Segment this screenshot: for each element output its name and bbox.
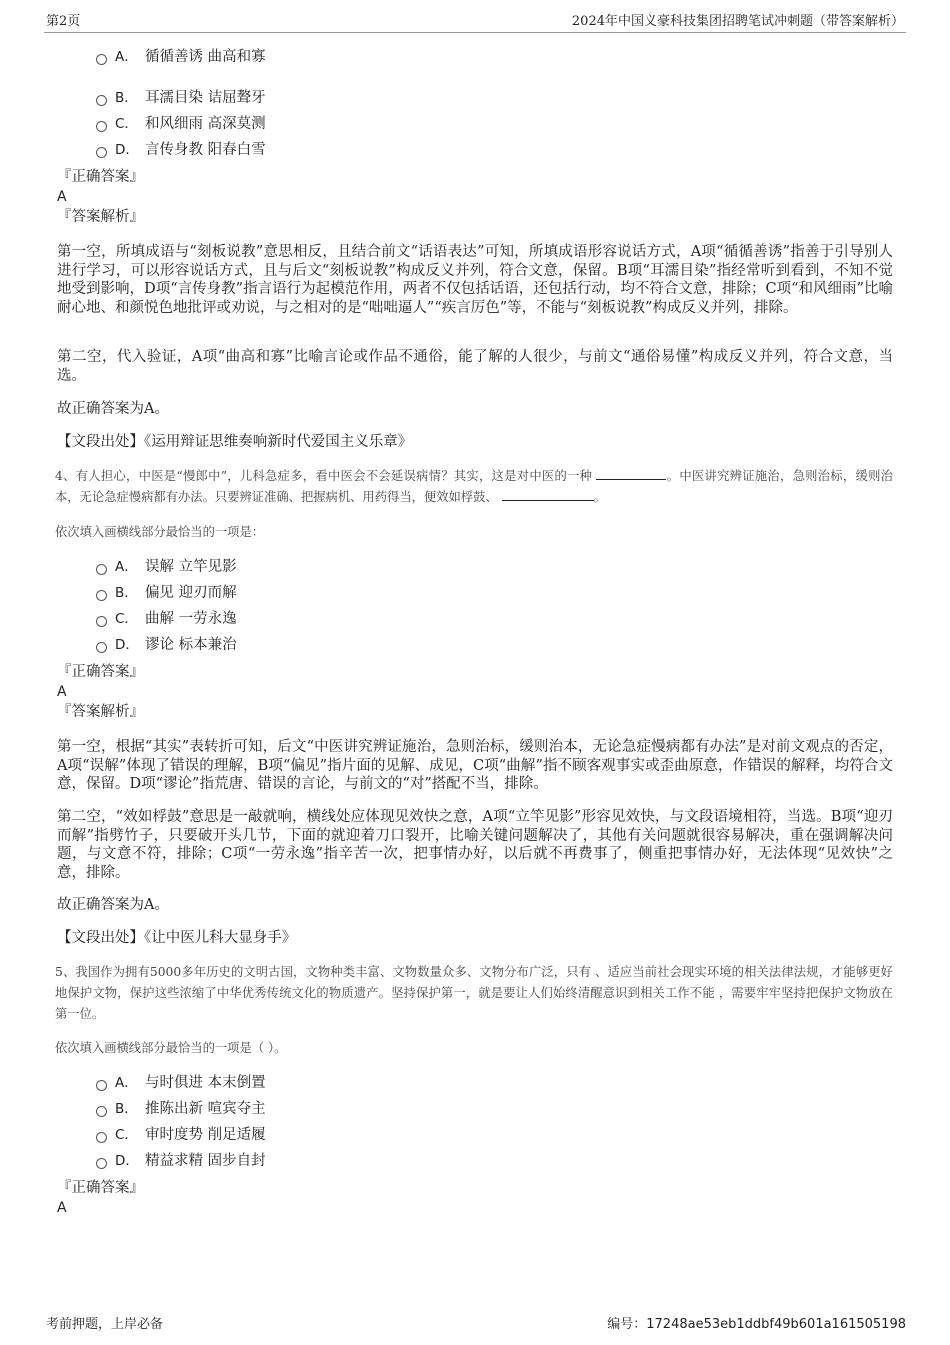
- correct-answer-value: A: [57, 684, 67, 700]
- answer-blank: [596, 467, 666, 480]
- q5-option-d[interactable]: D． 精益求精 固步自封: [96, 1150, 266, 1172]
- q4-option-a[interactable]: A． 误解 立竿见影: [96, 556, 237, 578]
- q4-option-d[interactable]: D． 谬论 标本兼治: [96, 634, 237, 656]
- radio-icon[interactable]: [96, 95, 107, 106]
- q4-conclusion: 故正确答案为A。: [57, 897, 169, 913]
- answer-blank: [502, 488, 594, 501]
- footer-slogan: 考前押题，上岸必备: [46, 1317, 164, 1332]
- page-number: 第2页: [46, 14, 81, 29]
- radio-icon[interactable]: [96, 1106, 107, 1117]
- correct-answer-label: 『正确答案』: [57, 664, 144, 680]
- analysis-label: 『答案解析』: [57, 209, 144, 225]
- radio-icon[interactable]: [96, 54, 107, 65]
- radio-icon[interactable]: [96, 642, 107, 653]
- q5-option-b[interactable]: B． 推陈出新 喧宾夺主: [96, 1098, 266, 1120]
- radio-icon[interactable]: [96, 616, 107, 627]
- q4-analysis-paragraph-1: 第一空，根据“其实”表转折可知，后文“中医讲究辨证施治，急则治标，缓则治本，无论急症慢病都有办法”是对前文观点的否定，A项“误解”体现了错误的理解，B项“偏见”指片面的见解、成见，C项“曲解”指不顾客观事实或歪曲原意，作错误的解释，均符合文意，保留。D项“谬论”指荒唐、错误的言论，与前文的“对”搭配不当，排除。: [57, 739, 893, 792]
- q5-option-a[interactable]: A． 与时俱进 本末倒置: [96, 1072, 266, 1094]
- radio-icon[interactable]: [96, 564, 107, 575]
- q4-analysis-paragraph-2: 第二空，“效如桴鼓”意思是一敲就响，横线处应体现见效快之意，A项“立竿见影”形容见效快，与文段语境相符，当选。B项“迎刃而解”指劈竹子，只要破开头几节，下面的就迎着刀口裂开，比喻关键问题解决了，其他有关问题就很容易解决，重在强调解决问题，与文意不符，排除；C项“一劳永逸”指辛苦一次，把事情办好，以后就不再费事了，侧重把事情办好，无法体现“见效快”之意，排除。: [57, 809, 893, 881]
- q5-stem: 5、我国作为拥有5000多年历史的文明古国，文物种类丰富、文物数量众多、文物分布广泛，只有 、适应当前社会现实环境的相关法律法规，才能够更好地保护文物，保护这些浓缩了中华优秀传统文化的物质遗产。坚持保护第一，就是要让人们始终清醒意识到相关工作不能 ，需要牢牢坚持把保护文物放在第一位。: [55, 965, 893, 1021]
- document-code: 编号：17248ae53eb1ddbf49b601a161505198: [607, 1317, 906, 1332]
- q5-prompt: 依次填入画横线部分最恰当的一项是（ ）。: [55, 1041, 287, 1055]
- q3-analysis-paragraph-1: 第一空，所填成语与“刻板说教”意思相反，且结合前文“话语表达”可知，所填成语形容说话方式，A项“循循善诱”指善于引导别人进行学习，可以形容说话方式，且与后文“刻板说教”构成反义并列，符合文意，保留。B项“耳濡目染”指经常听到看到，不知不觉地受到影响，D项“言传身教”指言语行为起模范作用，两者不仅包括话语，还包括行动，均不符合文意，排除；C项“和风细雨”比喻耐心地、和颜悦色地批评或劝说，与之相对的是“咄咄逼人”“疾言厉色”等，不能与“刻板说教”构成反义并列，排除。: [57, 244, 893, 316]
- correct-answer-value: A: [57, 1200, 67, 1216]
- q5-option-c[interactable]: C． 审时度势 削足适履: [96, 1124, 266, 1146]
- radio-icon[interactable]: [96, 1132, 107, 1143]
- q3-conclusion: 故正确答案为A。: [57, 401, 169, 417]
- page-header: [44, 10, 906, 33]
- q3-option-c[interactable]: C． 和风细雨 高深莫测: [96, 113, 266, 135]
- radio-icon[interactable]: [96, 590, 107, 601]
- radio-icon[interactable]: [96, 121, 107, 132]
- document-title: 2024年中国义豪科技集团招聘笔试冲刺题（带答案解析）: [571, 14, 904, 29]
- correct-answer-label: 『正确答案』: [57, 169, 144, 185]
- correct-answer-value: A: [57, 189, 67, 205]
- q4-source: 【文段出处】《让中医儿科大显身手》: [57, 930, 297, 946]
- q3-option-d[interactable]: D． 言传身教 阳春白雪: [96, 139, 266, 161]
- q3-analysis-paragraph-2: 第二空，代入验证，A项“曲高和寡”比喻言论或作品不通俗，能了解的人很少，与前文“通俗易懂”构成反义并列，符合文意，当选。: [57, 349, 893, 384]
- radio-icon[interactable]: [96, 1158, 107, 1169]
- radio-icon[interactable]: [96, 147, 107, 158]
- q3-source: 【文段出处】《运用辩证思维奏响新时代爱国主义乐章》: [57, 434, 413, 450]
- q4-stem: 4、有人担心，中医是“慢郎中”，儿科急症多，看中医会不会延误病情？其实，这是对中医的一种 。中医讲究辨证施治，急则治标，缓则治本，无论急症慢病都有办法。只要辨证准确、把握病机、用药得当，便效如桴鼓、 。: [55, 469, 893, 504]
- radio-icon[interactable]: [96, 1080, 107, 1091]
- q3-option-b[interactable]: B． 耳濡目染 诘屈聱牙: [96, 87, 266, 109]
- analysis-label: 『答案解析』: [57, 704, 144, 720]
- correct-answer-label: 『正确答案』: [57, 1180, 144, 1196]
- q4-option-b[interactable]: B． 偏见 迎刃而解: [96, 582, 237, 604]
- q4-option-c[interactable]: C． 曲解 一劳永逸: [96, 608, 237, 630]
- q3-option-a[interactable]: A． 循循善诱 曲高和寡: [96, 46, 266, 68]
- q4-prompt: 依次填入画横线部分最恰当的一项是：: [55, 525, 265, 539]
